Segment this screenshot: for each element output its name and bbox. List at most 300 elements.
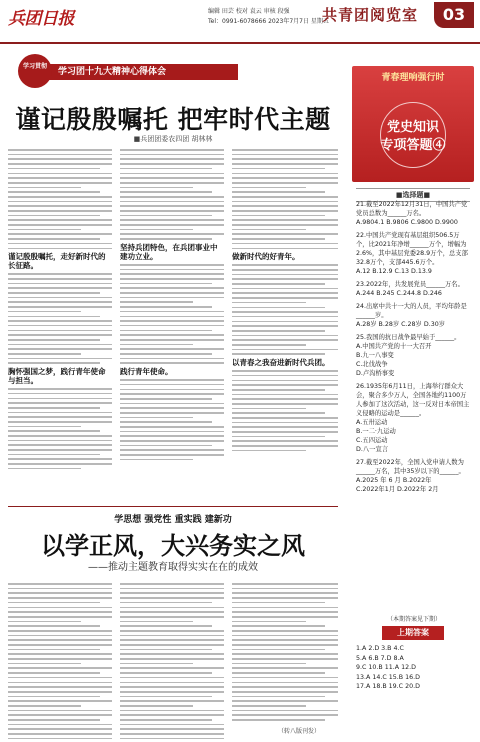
body-text-line (232, 243, 338, 245)
body-text-line (120, 667, 224, 669)
body-text-line (8, 173, 112, 175)
body-text-line (8, 621, 81, 623)
body-text-line (232, 349, 338, 351)
body-text-line (232, 450, 306, 452)
body-text-line (120, 440, 224, 442)
body-text-line (120, 320, 224, 322)
quiz-questions (356, 200, 472, 494)
body-text-line (232, 644, 338, 646)
body-text-line (8, 677, 112, 679)
body-text-line (120, 738, 224, 740)
quiz-line: D.八一宣言 (356, 446, 389, 453)
body-text-line (232, 274, 338, 276)
page-number: 03 (434, 2, 474, 28)
body-text-line (232, 412, 325, 414)
body-text-line (8, 426, 81, 428)
body-text-line (232, 321, 338, 323)
body-text-line (120, 219, 224, 221)
body-text-line (120, 353, 212, 355)
prev-answers-list (356, 644, 472, 692)
body-text-line (232, 436, 325, 438)
body-text-line (8, 330, 112, 332)
quiz-column (352, 46, 474, 736)
article2-col1 (8, 580, 112, 742)
body-text-line (120, 431, 224, 433)
body-text-line (120, 421, 212, 423)
body-text-line (8, 388, 112, 390)
body-text-line (8, 597, 112, 599)
body-text-line (120, 229, 193, 231)
article1-subhead: 谨记殷殷嘱托，走好新时代的长征路。 (8, 252, 106, 271)
body-text-line (232, 592, 338, 594)
body-text-line (120, 588, 224, 590)
body-text-line (8, 238, 100, 240)
body-text-line (8, 686, 112, 688)
body-text-line (232, 219, 338, 221)
body-text-line (8, 187, 81, 189)
body-text-line (232, 672, 325, 674)
body-text-line (120, 196, 224, 198)
body-text-line (120, 696, 212, 698)
body-text-line (232, 238, 325, 240)
body-text-line (232, 630, 338, 632)
body-text-line (120, 728, 224, 730)
body-text-line (120, 597, 224, 599)
body-text-line (120, 611, 224, 613)
body-text-line (8, 158, 112, 160)
body-text-line (232, 380, 338, 382)
body-text-line (120, 264, 224, 266)
body-text-line (8, 733, 112, 735)
body-text-line (8, 682, 112, 684)
body-text-line (120, 348, 224, 350)
article2-kicker: 学思想 强党性 重实践 建新功 (114, 515, 232, 525)
body-text-line (8, 301, 112, 303)
body-text-line (232, 229, 306, 231)
body-text-line (8, 616, 112, 618)
body-text-line (8, 297, 112, 299)
body-text-line (232, 224, 338, 226)
body-text-line (232, 292, 338, 294)
answer-item: 5.A 6.B 7.D 8.A (356, 654, 404, 662)
body-text-line (8, 705, 81, 707)
answer-item: 17.A 18.B 19.C 20.D (356, 683, 420, 690)
body-text-line (8, 407, 100, 409)
body-text-line (8, 588, 112, 590)
quiz-section-label: ■选择题■ (356, 188, 470, 202)
body-text-line (120, 682, 224, 684)
body-text-line (120, 191, 212, 193)
body-text-line (120, 297, 224, 299)
section-divider (8, 506, 338, 507)
body-text-line (120, 649, 212, 651)
body-text-line (232, 168, 325, 170)
body-text-line (232, 583, 338, 585)
body-text-line (120, 334, 224, 336)
body-text-line (120, 412, 224, 414)
body-text-line (120, 210, 224, 212)
body-text-line (8, 653, 112, 655)
quiz-line: C.2022年1月 D.2022年 2月 (356, 486, 439, 493)
body-text-line (232, 696, 325, 698)
article1-col1 (8, 146, 112, 501)
body-text-line (120, 621, 193, 623)
quiz-line: 23.2022年，共发展党员______万名。 (356, 281, 464, 288)
body-text-line (120, 714, 224, 716)
prev-answers-title: 上期答案 (382, 626, 444, 640)
body-text-line (8, 592, 112, 594)
body-text-line (120, 607, 224, 609)
body-text-line (8, 233, 112, 235)
body-text-line (232, 163, 338, 165)
body-text-line (232, 384, 338, 386)
topic-banner (18, 60, 238, 82)
body-text-line (120, 700, 224, 702)
body-text-line (232, 325, 338, 327)
body-text-line (232, 177, 338, 179)
body-text-line (232, 264, 338, 266)
body-text-line (120, 358, 224, 360)
body-text-line (232, 667, 338, 669)
body-text-line (8, 320, 112, 322)
body-text-line (8, 283, 112, 285)
body-text-line (120, 149, 224, 151)
body-text-line (120, 269, 224, 271)
body-text-line (232, 426, 338, 428)
article2-col3 (232, 580, 338, 742)
body-text-line (120, 639, 224, 641)
quiz-line: B.一二·九运动 (356, 428, 396, 435)
body-text-line (232, 311, 338, 313)
body-text-line (232, 398, 338, 400)
body-text-line (232, 705, 306, 707)
body-text-line (8, 215, 100, 217)
body-text-line (8, 700, 112, 702)
article1-col2 (120, 146, 224, 501)
body-text-line (8, 639, 112, 641)
body-text-line (8, 463, 112, 465)
body-text-line (8, 168, 100, 170)
quiz-line: A.28岁 B.28岁 C.28岁 D.30岁 (356, 321, 446, 328)
answer-item: 1.A 2.D 3.B 4.C (356, 645, 404, 652)
body-text-line (120, 616, 224, 618)
body-text-line (8, 468, 81, 470)
body-text-line (8, 435, 112, 437)
body-text-line (120, 658, 224, 660)
body-text-line (232, 625, 325, 627)
quiz-title-line1: 党史知识 (386, 120, 439, 135)
body-text-line (232, 719, 325, 721)
body-text-line (120, 379, 224, 381)
body-text-line (120, 339, 224, 341)
body-text-line (8, 691, 112, 693)
body-text-line (8, 458, 112, 460)
body-text-line (120, 445, 212, 447)
body-text-line (120, 168, 212, 170)
contact-date-line: Tel：0991-6078666 2023年7月7日 星期五 (208, 18, 329, 25)
body-text-line (8, 672, 100, 674)
body-text-line (8, 449, 112, 451)
body-text-line (232, 445, 338, 447)
quiz-line: D.卢沟桥事变 (356, 370, 395, 377)
body-text-line (8, 454, 100, 456)
body-text-line (120, 719, 212, 721)
body-text-line (232, 344, 306, 346)
masthead (0, 0, 480, 44)
body-text-line (8, 248, 112, 250)
body-text-line (8, 663, 81, 665)
body-text-line (8, 412, 112, 414)
body-text-line (120, 724, 224, 726)
body-text-line (120, 205, 224, 207)
body-text-line (8, 229, 81, 231)
body-text-line (8, 710, 112, 712)
body-text-line (8, 306, 112, 308)
body-text-line (232, 278, 338, 280)
body-text-line (120, 592, 224, 594)
body-text-line (8, 353, 81, 355)
body-text-line (8, 210, 112, 212)
body-text-line (232, 316, 338, 318)
body-text-line (120, 330, 212, 332)
quiz-line: C.北伐战争 (356, 361, 388, 368)
body-text-line (120, 449, 224, 451)
body-text-line (232, 297, 338, 299)
body-text-line (8, 738, 112, 740)
quiz-line: A.9804.1 B.9806 C.9800 D.9900 (356, 219, 458, 226)
body-text-line (8, 398, 112, 400)
article1-col3 (232, 146, 338, 501)
body-text-line (232, 588, 338, 590)
body-text-line (232, 394, 338, 396)
answer-item: 13.A 14.C 15.B 16.D (356, 673, 420, 681)
quiz-line: A.244 B.245 C.244.8 D.246 (356, 290, 442, 297)
article1-headline: 谨记殷殷嘱托 把牢时代主题 (15, 105, 331, 134)
body-text-line (232, 635, 338, 637)
body-text-line (8, 362, 100, 364)
body-text-line (232, 700, 338, 702)
body-text-line (120, 602, 212, 604)
body-text-line (120, 238, 212, 240)
quiz-line: A.中国共产党的十一大召开 (356, 343, 432, 350)
body-text-line (8, 635, 112, 637)
body-text-line (120, 187, 193, 189)
body-text-line (8, 196, 112, 198)
body-text-line (120, 733, 224, 735)
body-text-line (232, 205, 338, 207)
body-text-line (232, 330, 325, 332)
body-text-line (8, 224, 112, 226)
body-text-line (120, 182, 224, 184)
body-text-line (232, 307, 325, 309)
body-text-line (8, 644, 112, 646)
edition-title: 共青团阅览室 (322, 6, 419, 24)
body-text-line (232, 158, 338, 160)
body-text-line (120, 686, 224, 688)
body-text-line (8, 728, 112, 730)
body-text-line (8, 625, 100, 627)
body-text-line (232, 149, 338, 151)
body-text-line (120, 644, 224, 646)
body-text-line (120, 177, 224, 179)
answers-note: （本期答案见下期） (386, 616, 441, 623)
body-text-line (232, 269, 338, 271)
body-text-line (232, 691, 338, 693)
body-text-line (232, 611, 338, 613)
body-text-line (232, 173, 338, 175)
body-text-line (120, 630, 224, 632)
main-column (8, 46, 348, 736)
body-text-line (120, 325, 224, 327)
body-text-line (232, 653, 338, 655)
body-text-line (120, 278, 224, 280)
body-text-line (232, 191, 325, 193)
body-text-line (8, 719, 100, 721)
body-text-line (232, 353, 325, 355)
body-text-line (232, 187, 306, 189)
body-text-line (8, 611, 112, 613)
body-text-line (232, 339, 338, 341)
body-text-line (120, 417, 193, 419)
body-text-line (120, 403, 224, 405)
body-text-line (120, 287, 224, 289)
continued-note: （转八版刊发） (278, 728, 321, 735)
body-text-line (232, 621, 306, 623)
body-text-line (8, 292, 100, 294)
body-text-line (232, 649, 325, 651)
body-text-line (232, 714, 338, 716)
body-text-line (232, 154, 338, 156)
body-text-line (8, 205, 112, 207)
body-text-line (8, 348, 112, 350)
body-text-line (120, 292, 224, 294)
body-text-line (232, 616, 338, 618)
body-text-line (8, 393, 112, 395)
body-text-line (8, 724, 112, 726)
article1-byline: ■兵团团委农四团 胡林林 (133, 135, 213, 143)
quiz-line: 21.截至2022年12月31日，中国共产党党员总数为______万名。 (356, 201, 468, 217)
body-text-line (232, 288, 338, 290)
body-text-line (232, 440, 338, 442)
body-text-line (232, 408, 306, 410)
body-text-line (232, 403, 338, 405)
body-text-line (8, 163, 112, 165)
body-text-line (120, 273, 224, 275)
article1-subhead: 践行青年使命。 (120, 367, 173, 377)
body-text-line (8, 243, 112, 245)
body-text-line (120, 459, 193, 461)
body-text-line (120, 454, 224, 456)
body-text-line (120, 625, 212, 627)
body-text-line (232, 283, 325, 285)
quiz-line: 24.出席中共十一大的人员，平均年龄是______岁。 (356, 303, 467, 319)
body-text-line (232, 639, 338, 641)
quiz-line: 25.我国的抗日战争最早始于______。 (356, 334, 461, 341)
body-text-line (232, 196, 338, 198)
body-text-line (8, 219, 112, 221)
body-text-line (232, 182, 338, 184)
quiz-line: A.2025 年 6 月 B.2022年 (356, 477, 432, 484)
body-text-line (120, 677, 224, 679)
body-text-line (232, 686, 338, 688)
body-text-line (8, 430, 100, 432)
body-text-line (232, 682, 338, 684)
body-text-line (8, 149, 112, 151)
body-text-line (8, 339, 100, 341)
body-text-line (232, 417, 338, 419)
body-text-line (120, 301, 193, 303)
body-text-line (8, 182, 112, 184)
body-text-line (8, 602, 100, 604)
body-text-line (120, 163, 224, 165)
body-text-line (120, 407, 224, 409)
article2-headline: 以学正风，大兴务实之风 (41, 531, 305, 560)
body-text-line (232, 710, 338, 712)
body-text-line (120, 663, 193, 665)
body-text-line (120, 384, 224, 386)
body-text-line (120, 215, 212, 217)
body-text-line (232, 335, 338, 337)
quiz-header (352, 66, 474, 182)
body-text-line (8, 154, 112, 156)
body-text-line (8, 583, 112, 585)
body-text-line (120, 691, 224, 693)
body-text-line (8, 714, 112, 716)
body-text-line (232, 658, 338, 660)
body-text-line (8, 287, 112, 289)
newspaper-logo: 兵团日报 (8, 9, 74, 29)
body-text-line (8, 444, 112, 446)
body-text-line (120, 393, 224, 395)
body-text-line (232, 210, 338, 212)
quiz-title-line2: 专项答题④ (380, 138, 446, 153)
body-text-line (8, 325, 112, 327)
body-text-line (232, 422, 338, 424)
quiz-header-top: 青春理响强行时 (381, 73, 445, 83)
body-text-line (120, 398, 212, 400)
body-text-line (232, 663, 306, 665)
body-text-line (120, 158, 224, 160)
body-text-line (120, 389, 224, 391)
body-text-line (120, 583, 224, 585)
body-text-line (8, 201, 112, 203)
body-text-line (232, 201, 338, 203)
body-text-line (120, 635, 224, 637)
body-text-line (8, 696, 100, 698)
article1-subhead: 坚持兵团特色，在兵团事业中建功立业。 (120, 242, 218, 261)
body-text-line (232, 248, 338, 250)
body-text-line (120, 710, 224, 712)
body-text-line (120, 705, 193, 707)
body-text-line (232, 233, 338, 235)
body-text-line (232, 602, 325, 604)
body-text-line (120, 154, 224, 156)
quiz-line: B.九一八事变 (356, 352, 394, 359)
body-text-line (8, 421, 112, 423)
body-text-line (8, 607, 112, 609)
banner-badge: 学习贯彻 (18, 54, 52, 88)
article1-subhead: 以青春之我奋进新时代兵团。 (232, 358, 330, 368)
article1-subhead: 胸怀强国之梦，践行青年使命与担当。 (8, 367, 106, 386)
body-text-line (8, 273, 112, 275)
body-text-line (8, 177, 112, 179)
body-text-line (120, 283, 212, 285)
editor-line: 编辑 田芸 校对 袁云 审核 段强 (208, 8, 290, 15)
body-text-line (8, 316, 100, 318)
body-text-line (232, 375, 338, 377)
body-text-line (232, 677, 338, 679)
quiz-line: 27.截至2022年，全国入党申请人数为______万名，其中35岁以下的______。 (356, 459, 465, 475)
